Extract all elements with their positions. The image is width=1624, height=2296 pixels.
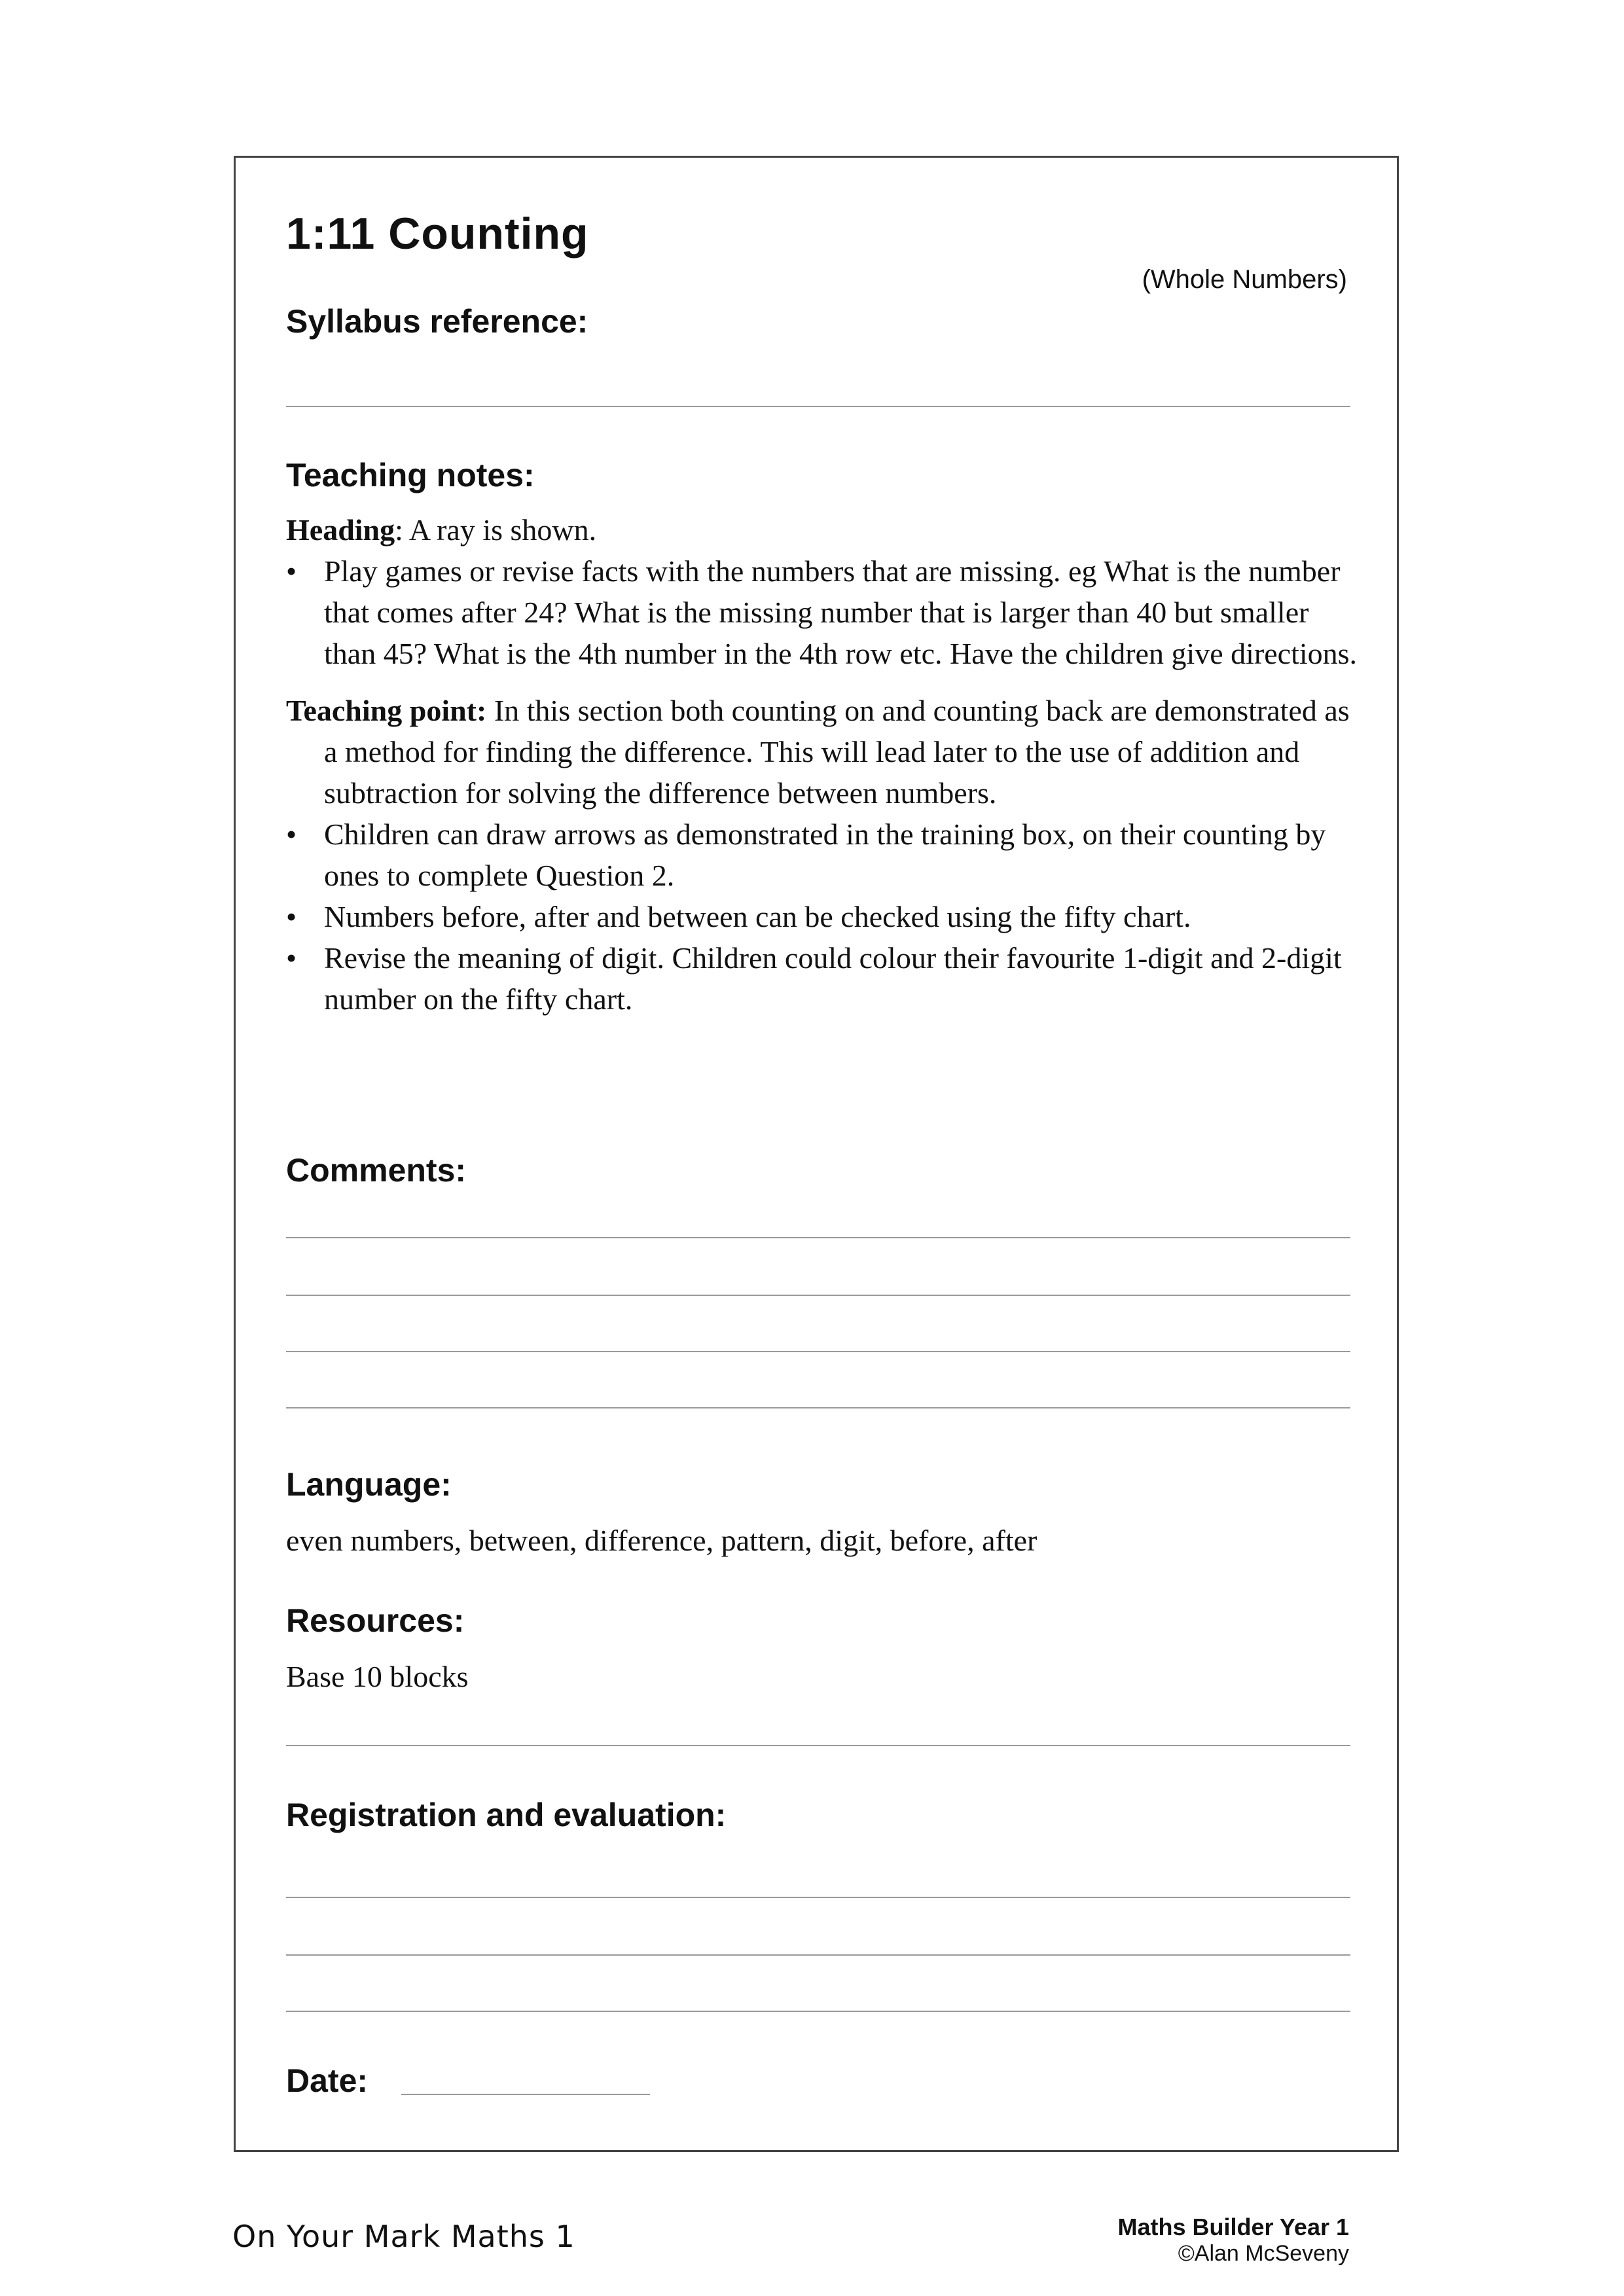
registration-rule-1	[286, 1897, 1350, 1898]
resources-rule	[286, 1745, 1350, 1746]
footer-series-title: Maths Builder Year 1	[1117, 2214, 1349, 2240]
date-line	[401, 2094, 650, 2095]
comments-heading: Comments:	[286, 1152, 467, 1189]
resources-text: Base 10 blocks	[286, 1660, 469, 1693]
teaching-point-label: Teaching point:	[286, 694, 487, 727]
teaching-point-bullets	[286, 814, 1360, 1020]
comments-rule-2	[286, 1295, 1350, 1296]
footer-publication: On Your Mark Maths 1	[232, 2219, 575, 2254]
heading-note	[286, 509, 1360, 550]
heading-text: : A ray is shown.	[395, 513, 597, 547]
language-text: even numbers, between, difference, pattern, digit, before, after	[286, 1524, 1038, 1557]
syllabus-heading: Syllabus reference:	[286, 303, 588, 340]
date-label: Date:	[286, 2062, 369, 2099]
registration-rule-3	[286, 2011, 1350, 2012]
list-item: • Revise the meaning of digit. Children could colour their favourite 1-digit and 2-digit number on the fifty chart.	[286, 937, 1360, 1020]
list-item: • Play games or revise facts with the numbers that are missing. eg What is the number that comes after 24? What is the missing number that is larger than 40 but smaller than 45? What is the 4th number in the 4th row etc. Have the children give directions.	[286, 550, 1360, 674]
heading-bullets	[286, 550, 1360, 674]
teaching-notes-heading: Teaching notes:	[286, 457, 535, 493]
language-heading: Language:	[286, 1466, 452, 1503]
resources-heading: Resources:	[286, 1602, 465, 1639]
list-item: • Children can draw arrows as demonstrated in the training box, on their counting by ones to complete Question 2.	[286, 814, 1360, 896]
footer-credit	[1118, 2214, 1349, 2267]
list-item: • Numbers before, after and between can be checked using the fifty chart.	[286, 896, 1360, 937]
registration-heading: Registration and evaluation:	[286, 1797, 727, 1833]
teaching-point-note	[286, 690, 1360, 814]
page-title: 1:11 Counting	[286, 209, 589, 259]
footer-copyright: ©Alan McSeveny	[1178, 2241, 1349, 2266]
comments-rule-3	[286, 1351, 1350, 1352]
teaching-notes	[286, 509, 1360, 1020]
comments-rule-1	[286, 1237, 1350, 1238]
syllabus-rule	[286, 406, 1350, 407]
registration-rule-2	[286, 1954, 1350, 1956]
heading-label: Heading	[286, 513, 395, 547]
teaching-point-text: In this section both counting on and counting back are demonstrated as a method for finding the difference. This will lead later to the use of addition and subtraction for solving the difference between numbers.	[324, 694, 1350, 810]
comments-rule-4	[286, 1407, 1350, 1408]
subject-label: (Whole Numbers)	[1142, 265, 1347, 294]
